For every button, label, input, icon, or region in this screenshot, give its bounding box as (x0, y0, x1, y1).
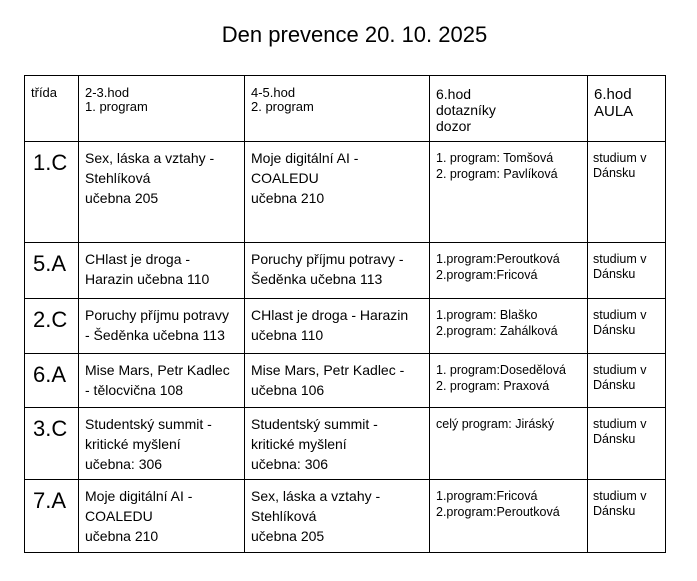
table-row (25, 408, 666, 480)
program2-cell (245, 299, 430, 354)
dozor-cell (430, 299, 588, 354)
dozor-text: 1.program:Peroutková 2.program:Fricová (436, 252, 560, 282)
program2-text: Moje digitální AI - COALEDU učebna 210 (251, 150, 359, 206)
aula-cell (588, 142, 666, 243)
program1-cell (79, 354, 245, 408)
table-row (25, 243, 666, 299)
aula-text: studium v Dánsku (593, 308, 647, 337)
aula-cell (588, 243, 666, 299)
program1-text: Mise Mars, Petr Kadlec - tělocvična 108 (85, 362, 230, 398)
program1-text: Sex, láska a vztahy - Stehlíková učebna 205 (85, 150, 215, 206)
dozor-cell (430, 142, 588, 243)
table-row (25, 142, 666, 243)
header-dozor (430, 76, 588, 142)
dozor-cell (430, 354, 588, 408)
table-row (25, 299, 666, 354)
header-class-label: třída (31, 85, 58, 100)
dozor-text: 1.program:Fricová 2.program:Peroutková (436, 489, 560, 519)
program1-cell (79, 299, 245, 354)
dozor-text: 1.program: Blaško 2.program: Zahálková (436, 308, 558, 338)
program1-cell (79, 408, 245, 480)
program1-text: Moje digitální AI - COALEDU učebna 210 (85, 488, 193, 544)
class-cell (25, 480, 79, 553)
dozor-text: 1. program: Tomšová 2. program: Pavlíková (436, 151, 558, 181)
aula-cell (588, 354, 666, 408)
header-row (25, 76, 666, 142)
program1-text: Poruchy příjmu potravy - Šeděnka učebna 113 (85, 307, 229, 343)
table-row (25, 354, 666, 408)
table-row (25, 480, 666, 553)
program1-cell (79, 142, 245, 243)
header-aula-hours: 6.hod (594, 86, 632, 103)
aula-cell (588, 299, 666, 354)
program2-cell (245, 354, 430, 408)
header-dozor-sublabel: dozor (436, 118, 472, 134)
class-label: 6.A (33, 362, 67, 387)
header-class (25, 76, 79, 142)
header-dozor-label: dotazníky (436, 102, 496, 118)
header-program1 (79, 76, 245, 142)
class-cell (25, 142, 79, 243)
class-label: 2.C (33, 307, 68, 332)
class-label: 3.C (33, 416, 68, 441)
program1-text: Studentský summit - kritické myšlení učebna: 306 (85, 416, 212, 472)
program2-text: CHlast je droga - Harazin učebna 110 (251, 307, 409, 343)
class-label: 1.C (33, 150, 68, 175)
class-cell (25, 408, 79, 480)
header-dozor-hours: 6.hod (436, 86, 472, 102)
class-cell (25, 299, 79, 354)
program2-cell (245, 142, 430, 243)
program2-text: Studentský summit - kritické myšlení učebna: 306 (251, 416, 378, 472)
header-program2-hours: 4-5.hod (251, 85, 296, 100)
program2-cell (245, 408, 430, 480)
class-label: 5.A (33, 251, 67, 276)
header-program2 (245, 76, 430, 142)
program2-text: Sex, láska a vztahy - Stehlíková učebna 205 (251, 488, 381, 544)
program2-text: Mise Mars, Petr Kadlec - učebna 106 (251, 362, 405, 398)
aula-text: studium v Dánsku (593, 252, 647, 281)
class-label: 7.A (33, 488, 67, 513)
program2-cell (245, 243, 430, 299)
aula-text: studium v Dánsku (593, 417, 647, 446)
class-cell (25, 354, 79, 408)
header-aula (588, 76, 666, 142)
dozor-cell (430, 408, 588, 480)
dozor-cell (430, 243, 588, 299)
program1-text: CHlast je droga - Harazin učebna 110 (85, 251, 210, 287)
program1-cell (79, 480, 245, 553)
schedule-table (24, 75, 666, 553)
aula-text: studium v Dánsku (593, 151, 647, 180)
program2-text: Poruchy příjmu potravy - Šeděnka učebna 113 (251, 251, 404, 287)
dozor-text: 1. program:Dosedělová 2. program: Praxová (436, 363, 566, 393)
class-cell (25, 243, 79, 299)
aula-cell (588, 408, 666, 480)
dozor-cell (430, 480, 588, 553)
page-title: Den prevence 20. 10. 2025 (221, 22, 488, 47)
aula-cell (588, 480, 666, 553)
header-aula-label: AULA (594, 103, 634, 120)
aula-text: studium v Dánsku (593, 489, 647, 518)
aula-text: studium v Dánsku (593, 363, 647, 392)
header-program2-label: 2. program (251, 99, 314, 114)
program1-cell (79, 243, 245, 299)
dozor-text: celý program: Jiráský (436, 417, 555, 431)
header-program1-hours: 2-3.hod (85, 85, 130, 100)
program2-cell (245, 480, 430, 553)
header-program1-label: 1. program (85, 99, 148, 114)
